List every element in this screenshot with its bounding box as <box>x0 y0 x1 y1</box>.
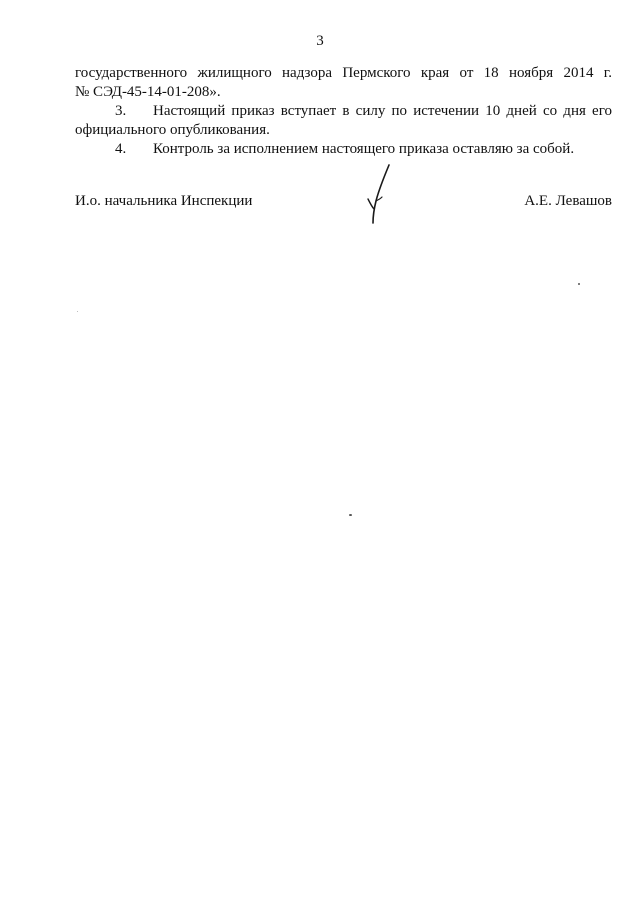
signature-block <box>75 193 612 233</box>
signer-title: И.о. начальника Инспекции <box>75 193 253 209</box>
item-4-text: Контроль за исполнением настоящего приказа оставляю за собой. <box>153 141 575 157</box>
item-4-number: 4. <box>115 141 127 157</box>
scan-speck <box>77 311 78 312</box>
handwritten-signature <box>365 163 395 225</box>
paragraph-item-4 <box>75 140 612 159</box>
page-number: 3 <box>316 33 324 49</box>
signer-name: А.Е. Левашов <box>524 193 612 209</box>
scan-speck <box>349 514 352 516</box>
continuation-line-1: государственного жилищного надзора Пермского края от 18 ноября 2014 г. <box>75 65 612 81</box>
item-3-number: 3. <box>115 103 127 119</box>
paragraph-item-3 <box>75 102 612 140</box>
document-body <box>75 64 612 159</box>
scan-speck <box>578 283 580 285</box>
item-3-text: Настоящий приказ вступает в силу по истечении 10 дней со дня его официального опубликования. <box>75 103 612 138</box>
continuation-line-2: № СЭД-45-14-01-208». <box>75 84 221 100</box>
